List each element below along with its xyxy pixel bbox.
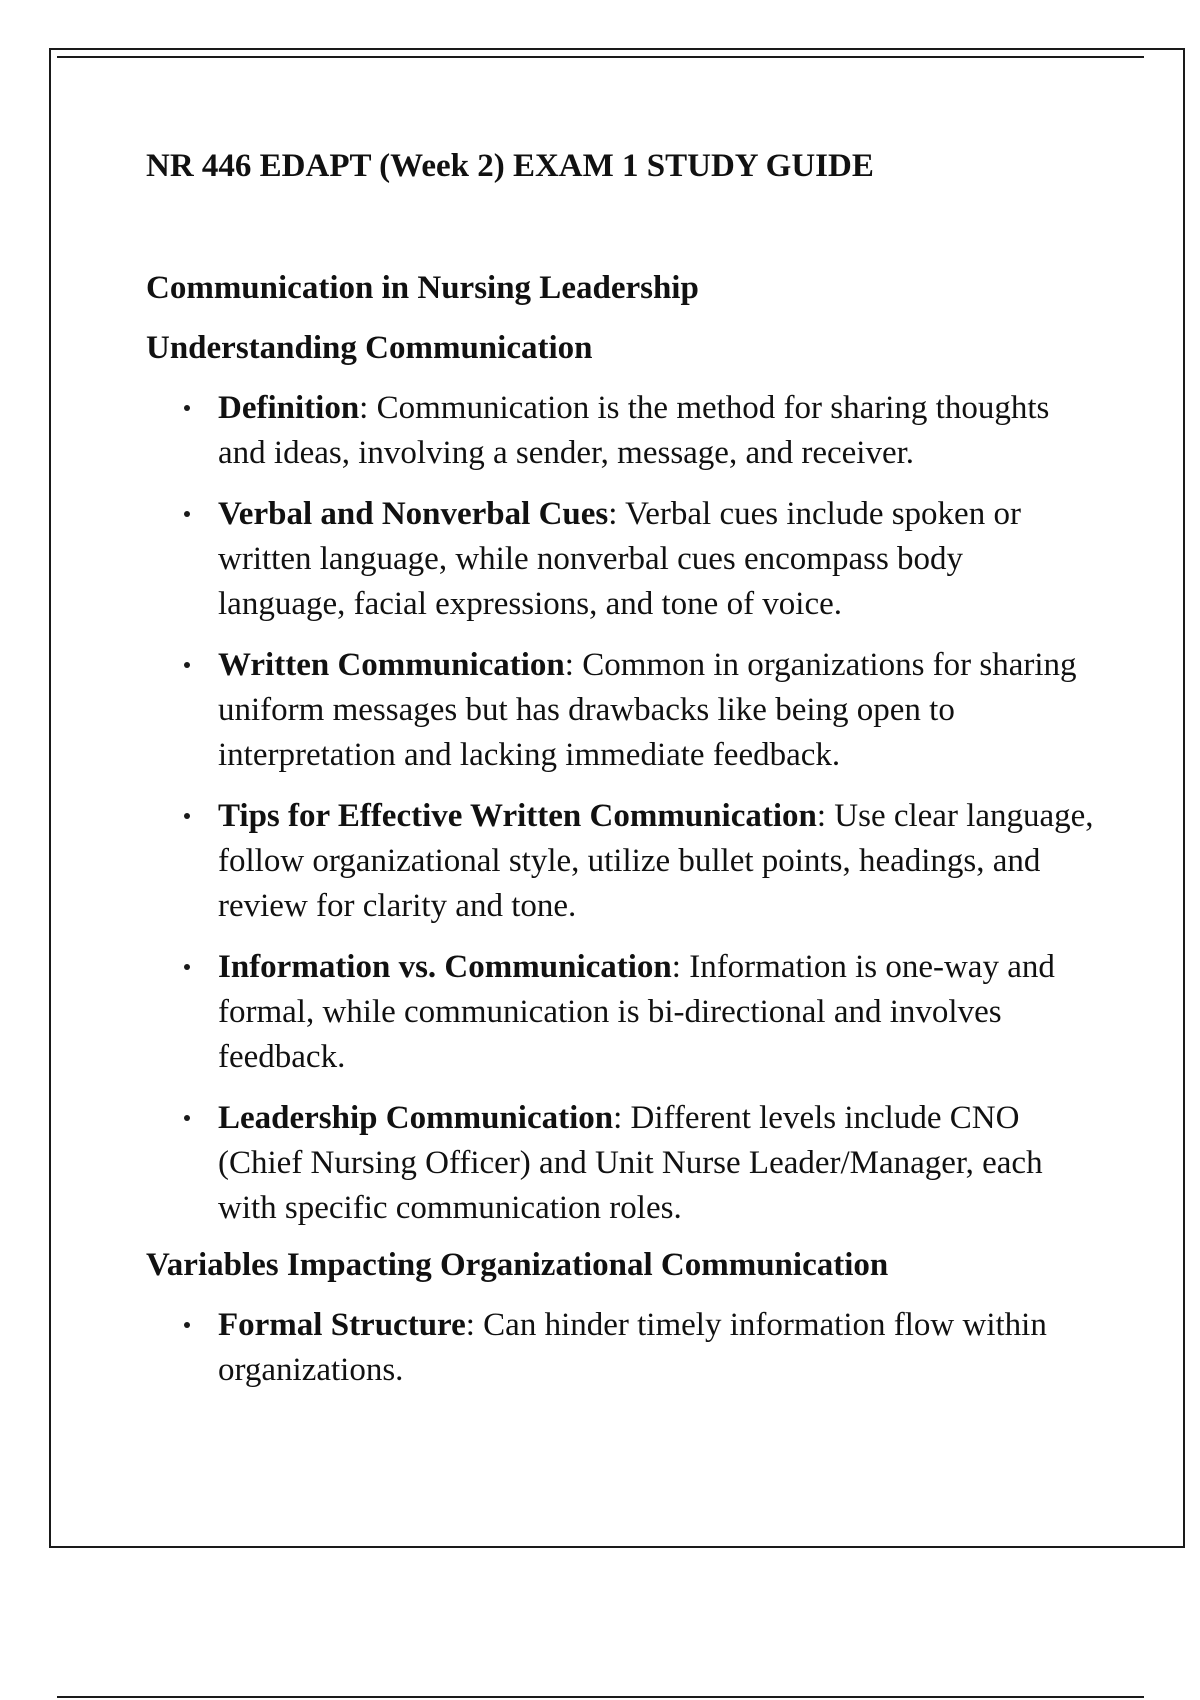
list-item-text: : Different levels include CNO (Chief Nursing Officer) and Unit Nurse Leader/Manager, each with specific communication roles. (218, 1100, 1043, 1226)
list-item-text: : Can hinder timely information flow within organizations. (218, 1307, 1047, 1388)
subsection-heading-understanding-communication: Understanding Communication (146, 330, 593, 366)
list-item-term: Leadership Communication (218, 1100, 614, 1136)
list-item-term: Written Communication (218, 647, 565, 683)
bottom-rule (57, 1696, 1144, 1698)
subsection-heading-variables-impacting: Variables Impacting Organizational Communication (146, 1247, 889, 1283)
bullet-icon (184, 964, 190, 970)
list-item (146, 386, 1098, 476)
list-item (146, 945, 1098, 1080)
list-item-text: : Communication is the method for sharing thoughts and ideas, involving a sender, message, and receiver. (218, 390, 1050, 471)
list-item-term: Definition (218, 390, 360, 426)
list-item (146, 492, 1098, 627)
document-body (146, 146, 1106, 1393)
bullet-list-variables-impacting (146, 1303, 1106, 1393)
list-item-text: : Verbal cues include spoken or written language, while nonverbal cues encompass body language, facial expressions, and tone of voice. (218, 496, 1021, 622)
list-item-term: Tips for Effective Written Communication (218, 798, 817, 834)
list-item-text: : Use clear language, follow organizational style, utilize bullet points, headings, and review for clarity and tone. (218, 798, 1094, 924)
bullet-icon (184, 1115, 190, 1121)
list-item (146, 1096, 1098, 1231)
bullet-icon (184, 813, 190, 819)
bullet-list-understanding-communication (146, 386, 1106, 1231)
document-title: NR 446 EDAPT (Week 2) EXAM 1 STUDY GUIDE (146, 148, 874, 184)
section-heading: Communication in Nursing Leadership (146, 270, 699, 306)
list-item-text: : Information is one-way and formal, while communication is bi-directional and involves feedback. (218, 949, 1055, 1075)
list-item (146, 643, 1098, 778)
bullet-icon (184, 511, 190, 517)
list-item-term: Information vs. Communication (218, 949, 672, 985)
bullet-icon (184, 1322, 190, 1328)
list-item (146, 1303, 1098, 1393)
list-item-text: : Common in organizations for sharing uniform messages but has drawbacks like being open to interpretation and lacking immediate feedback. (218, 647, 1077, 773)
list-item-term: Verbal and Nonverbal Cues (218, 496, 609, 532)
list-item-term: Formal Structure (218, 1307, 466, 1343)
bullet-icon (184, 662, 190, 668)
list-item (146, 794, 1098, 929)
bullet-icon (184, 405, 190, 411)
